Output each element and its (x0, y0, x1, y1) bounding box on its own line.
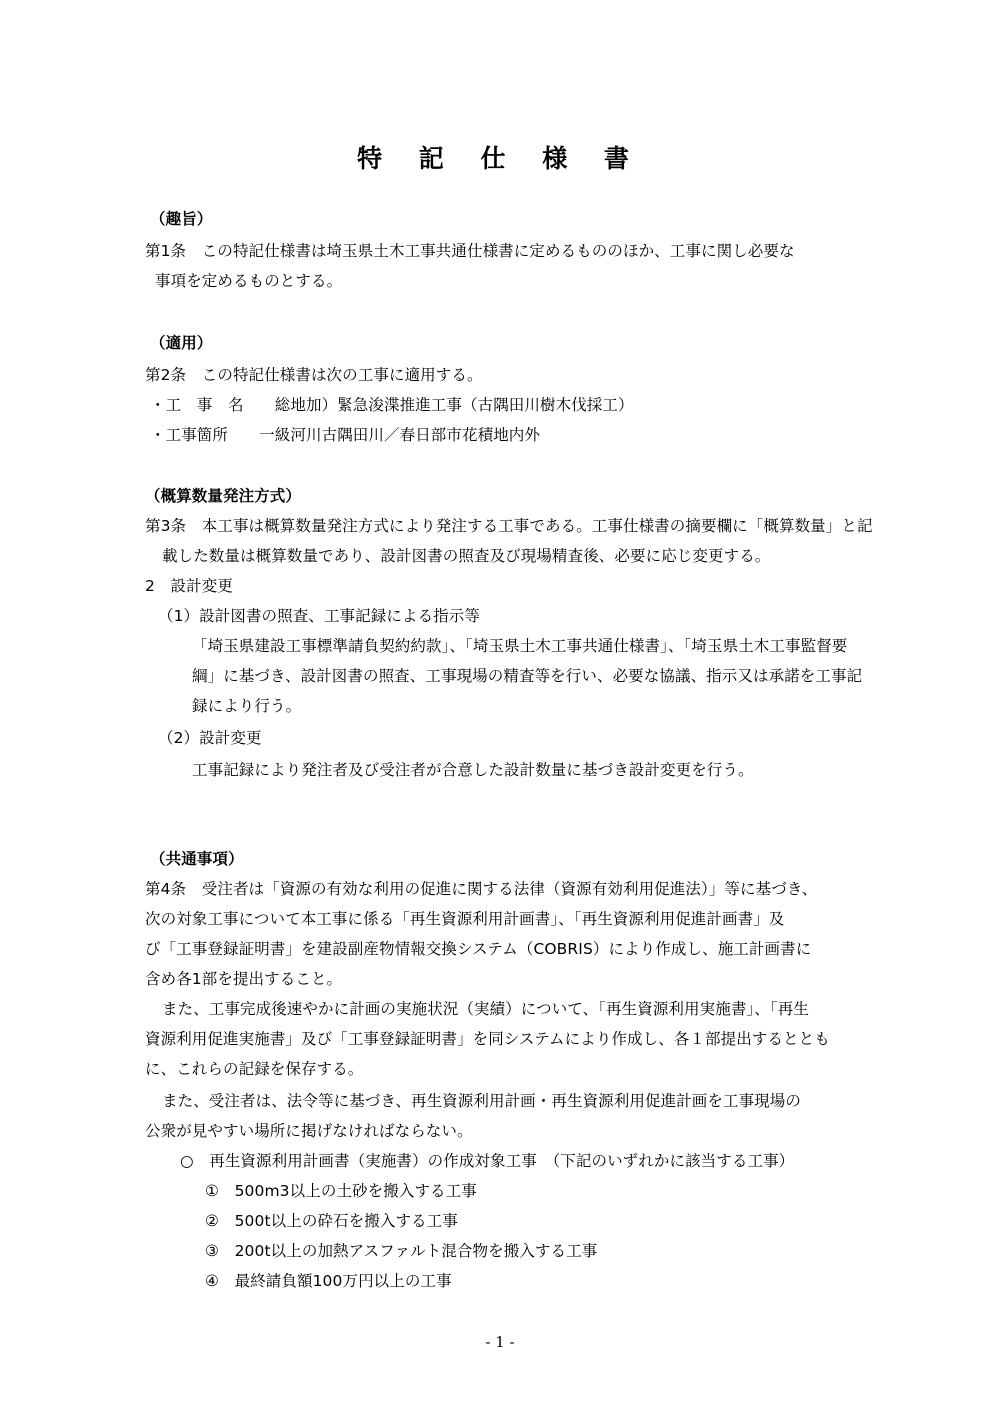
paragraph-line: また、受注者は、法令等に基づき、再生資源利用計画・再生資源利用促進計画を工事現場の (162, 1092, 801, 1110)
section-heading-common: （共通事項） (150, 850, 244, 868)
work-name-line: ・工 事 名 総地加）緊急浚渫推進工事（古隅田川樹木伐採工） (150, 396, 634, 414)
item-heading: （1）設計図書の照査、工事記録による指示等 (158, 607, 480, 625)
work-location-line: ・工事箇所 一級河川古隅田川／春日部市花積地内外 (150, 426, 541, 444)
paragraph-line: 事項を定めるものとする。 (155, 272, 343, 290)
paragraph-line: 第1条 この特記仕様書は埼玉県土木工事共通仕様書に定めるもののほか、工事に関し必要な (145, 242, 795, 260)
section-heading-estimated-quantity: （概算数量発注方式） (145, 487, 302, 505)
list-item: ② 500t以上の砕石を搬入する工事 (205, 1212, 458, 1230)
paragraph-line: 公衆が見やすい場所に掲げなければならない。 (145, 1122, 473, 1140)
list-heading: ○ 再生資源利用計画書（実施書）の作成対象工事 （下記のいずれかに該当する工事） (180, 1152, 795, 1170)
list-item: ③ 200t以上の加熱アスファルト混合物を搬入する工事 (205, 1242, 598, 1260)
section-heading-application: （適用） (150, 334, 213, 352)
paragraph-line: 工事記録により発注者及び受注者が合意した設計数量に基づき設計変更を行う。 (192, 761, 754, 779)
section-heading-purpose: （趣旨） (150, 210, 213, 228)
list-item: ④ 最終請負額100万円以上の工事 (205, 1272, 452, 1290)
page-title: 特 記 仕 様 書 (357, 144, 643, 173)
paragraph-line: 録により行う。 (192, 697, 302, 715)
paragraph-line: 資源利用促進実施書」及び「工事登録証明書」を同システムにより作成し、各１部提出するととも (145, 1030, 830, 1048)
paragraph-line: 第4条 受注者は「資源の有効な利用の促進に関する法律（資源有効利用促進法）」等に基づき、 (145, 880, 818, 898)
paragraph-line: 載した数量は概算数量であり、設計図書の照査及び現場精査後、必要に応じ変更する。 (162, 547, 771, 565)
paragraph-line: 第3条 本工事は概算数量発注方式により発注する工事である。工事仕様書の摘要欄に「概算数量」と記 (145, 517, 873, 535)
paragraph-line: 含め各1部を提出すること。 (145, 970, 343, 988)
paragraph-line: び「工事登録証明書」を建設副産物情報交換システム（COBRIS）により作成し、施工計画書に (145, 940, 812, 958)
paragraph-line: 第2条 この特記仕様書は次の工事に適用する。 (145, 366, 483, 384)
page-number: - 1 - (485, 1333, 515, 1351)
list-item: ① 500m3以上の土砂を搬入する工事 (205, 1182, 477, 1200)
paragraph-line: 綱」に基づき、設計図書の照査、工事現場の精査等を行い、必要な協議、指示又は承諾を工事記 (192, 667, 863, 685)
item-heading: （2）設計変更 (158, 729, 262, 747)
subsection-heading: 2 設計変更 (145, 577, 233, 595)
paragraph-line: に、これらの記録を保存する。 (145, 1060, 364, 1078)
paragraph-line: 「埼玉県建設工事標準請負契約約款」、「埼玉県土木工事共通仕様書」、「埼玉県土木工事監督要 (192, 637, 848, 655)
paragraph-line: 次の対象工事について本工事に係る「再生資源利用計画書」、「再生資源利用促進計画書」及 (145, 910, 785, 928)
paragraph-line: また、工事完成後速やかに計画の実施状況（実績）について、「再生資源利用実施書」、「再生 (162, 1000, 809, 1018)
